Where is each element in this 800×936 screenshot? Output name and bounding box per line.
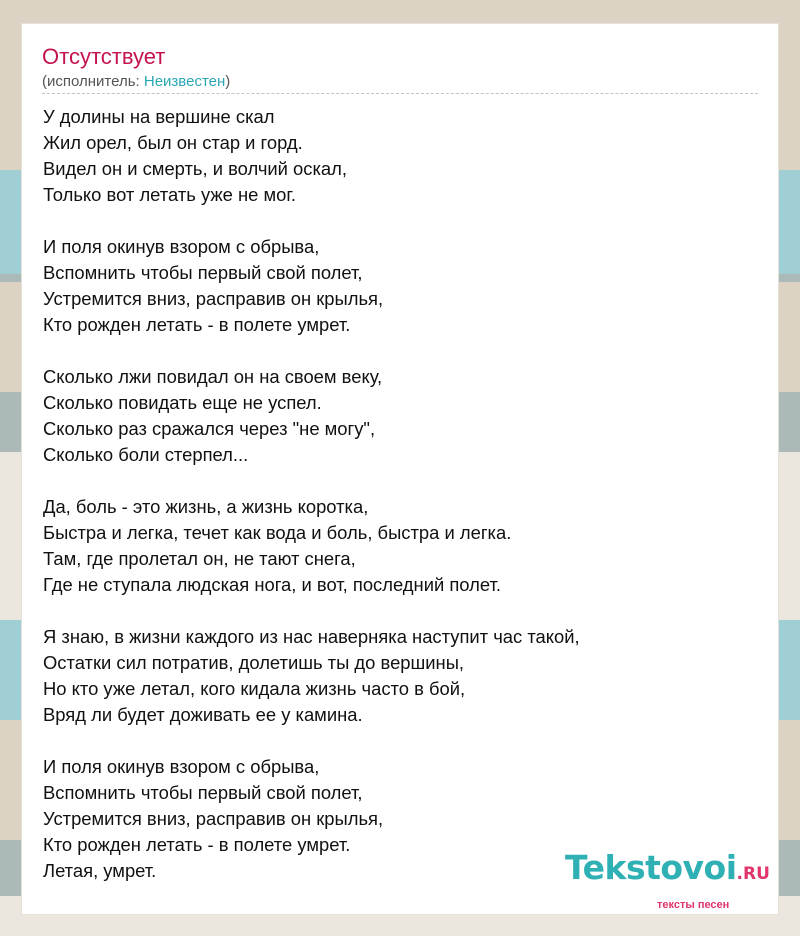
lyric-line: Сколько боли стерпел...: [43, 444, 249, 465]
artist-suffix: ): [225, 73, 231, 90]
lyric-line: Жил орел, был он стар и горд.: [43, 132, 303, 153]
lyric-line: Кто рожден летать - в полете умрет.: [43, 314, 351, 335]
lyric-line: Где не ступала людская нога, и вот, последний полет.: [43, 574, 501, 595]
header-divider: [42, 93, 758, 94]
lyric-line: Вспомнить чтобы первый свой полет,: [43, 782, 363, 803]
lyrics-body: [43, 104, 758, 884]
lyric-line: И поля окинув взором с обрыва,: [43, 236, 320, 257]
lyric-line: Видел он и смерть, и волчий оскал,: [43, 158, 347, 179]
lyric-line: Только вот летать уже не мог.: [43, 184, 296, 205]
lyric-line: Летая, умрет.: [43, 860, 157, 881]
lyric-line: Сколько повидать еще не успел.: [43, 392, 322, 413]
lyric-line: Устремится вниз, расправив он крылья,: [43, 288, 384, 309]
lyric-line: И поля окинув взором с обрыва,: [43, 756, 320, 777]
lyrics-card: [22, 24, 778, 914]
site-logo[interactable]: [565, 848, 770, 912]
artist-link[interactable]: Неизвестен: [143, 73, 226, 90]
logo-wordmark: [565, 848, 770, 887]
lyric-line: Сколько раз сражался через "не могу",: [43, 418, 376, 439]
lyrics-stanza: [43, 624, 758, 728]
lyric-line: У долины на вершине скал: [43, 106, 275, 127]
lyrics-stanza: [43, 234, 758, 338]
logo-name: Tekstovoi: [565, 848, 737, 887]
song-title: Отсутствует: [42, 44, 166, 69]
lyric-line: Да, боль - это жизнь, а жизнь коротка,: [43, 496, 369, 517]
logo-tagline: тексты песен: [657, 899, 730, 911]
logo-tld: .RU: [736, 864, 770, 884]
lyric-line: Но кто уже летал, кого кидала жизнь часто в бой,: [43, 678, 466, 699]
lyric-line: Быстра и легка, течет как вода и боль, быстра и легка.: [43, 522, 512, 543]
lyric-line: Сколько лжи повидал он на своем веку,: [43, 366, 383, 387]
lyrics-stanza: [43, 494, 758, 598]
lyric-line: Там, где пролетал он, не тают снега,: [43, 548, 356, 569]
lyric-line: Устремится вниз, расправив он крылья,: [43, 808, 384, 829]
lyric-line: Вряд ли будет доживать ее у камина.: [43, 704, 363, 725]
artist-line: [42, 73, 230, 91]
lyric-line: Остатки сил потратив, долетишь ты до вершины,: [43, 652, 465, 673]
lyric-line: Я знаю, в жизни каждого из нас наверняка наступит час такой,: [43, 626, 580, 647]
lyric-line: Кто рожден летать - в полете умрет.: [43, 834, 351, 855]
artist-prefix: (исполнитель:: [42, 73, 144, 90]
lyric-line: Вспомнить чтобы первый свой полет,: [43, 262, 363, 283]
lyrics-stanza: [43, 364, 758, 468]
lyrics-stanza: [43, 104, 758, 208]
